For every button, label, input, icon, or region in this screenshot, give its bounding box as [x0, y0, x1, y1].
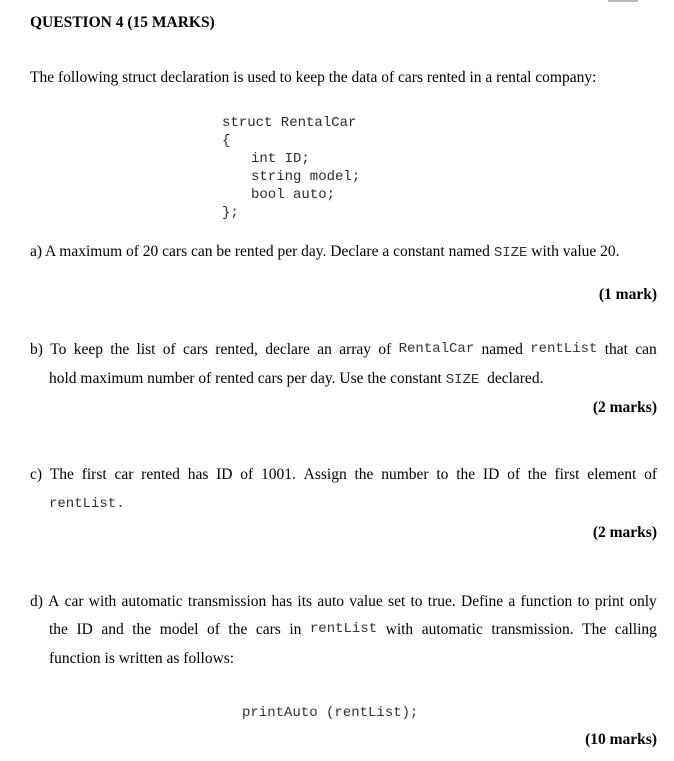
word: only [629, 593, 657, 610]
word: has [271, 593, 293, 610]
word: with [88, 593, 117, 610]
word: ID [216, 466, 233, 483]
intro-text: The following struct declaration is used to keep the data of cars rented in a rental company: [30, 69, 597, 86]
part-a-marks: (1 mark) [598, 286, 657, 303]
part-b-code-size: SIZE [445, 372, 480, 388]
page-edge-mark [608, 0, 638, 2]
code-line: bool auto; [251, 187, 336, 203]
word: ID [76, 621, 93, 638]
word: rented, [215, 341, 258, 358]
part-a-text-before: a) A maximum of 20 cars can be rented per day. Declare a constant named [30, 243, 494, 260]
word: transmission. [491, 621, 574, 638]
word: transmission [187, 593, 267, 610]
code-line: int ID; [251, 151, 310, 167]
word: the [132, 621, 152, 638]
word: first [554, 466, 580, 483]
word: true. [427, 593, 456, 610]
word: To [50, 341, 67, 358]
word: the [354, 466, 374, 483]
word: with [385, 621, 414, 638]
word: of [240, 466, 254, 483]
word: of [206, 621, 220, 638]
word: value [349, 593, 383, 610]
word: first [81, 466, 107, 483]
word: the [228, 621, 248, 638]
word: car [114, 466, 134, 483]
word: declare [265, 341, 310, 358]
word: keep [73, 341, 103, 358]
code-rentlist: rentList [309, 621, 378, 637]
word: Assign [303, 466, 347, 483]
question-title: QUESTION 4 (15 MARKS) [30, 14, 215, 31]
word: automatic [421, 621, 483, 638]
word: the [49, 621, 68, 638]
word: its [297, 593, 313, 610]
word: print [594, 593, 625, 610]
word: auto [317, 593, 344, 610]
word: function [520, 593, 573, 610]
part-b-line1 [30, 341, 657, 359]
word: a [508, 593, 516, 610]
part-c-code-rentlist: rentList. [49, 496, 125, 512]
part-d-line1 [30, 593, 657, 611]
word: The [49, 466, 74, 483]
part-b-line2-before: hold maximum number of rented cars per day. Use the constant [49, 370, 446, 387]
part-c-line1 [30, 466, 657, 484]
word: to [577, 593, 590, 610]
code-line: struct RentalCar [222, 115, 357, 131]
word: and [101, 621, 124, 638]
word: that [604, 341, 628, 358]
word: A [48, 593, 60, 610]
word: to [410, 593, 423, 610]
word: c) [30, 466, 43, 483]
part-d-marks: (10 marks) [585, 731, 657, 748]
word: in [289, 621, 302, 638]
word: array [339, 341, 372, 358]
word: cars [255, 621, 281, 638]
word: Define [461, 593, 504, 610]
part-c-marks: (2 marks) [592, 524, 657, 541]
word: has [187, 466, 209, 483]
word: model [159, 621, 199, 638]
word: the [456, 466, 476, 483]
part-d-call-code: printAuto (rentList); [242, 705, 419, 721]
code-line: }; [222, 205, 239, 221]
part-b-line2-after: declared. [479, 370, 544, 387]
code-rentlist: rentList [530, 341, 598, 357]
word: number [381, 466, 429, 483]
word: an [317, 341, 332, 358]
part-b-line2 [49, 370, 543, 388]
word: The [582, 621, 607, 638]
word: of [644, 466, 657, 483]
code-line: { [222, 133, 231, 149]
word: to [436, 466, 449, 483]
word: set [388, 593, 406, 610]
word: the [527, 466, 547, 483]
word: of [507, 466, 520, 483]
part-b-marks: (2 marks) [592, 399, 657, 416]
word: of [378, 341, 392, 358]
part-d-line3: function is written as follows: [49, 650, 235, 667]
part-a-code-size: SIZE [493, 245, 528, 261]
word: element [587, 466, 637, 483]
word: the [110, 341, 130, 358]
word: car [64, 593, 84, 610]
part-a-text-after: with value 20. [527, 243, 620, 260]
code-line: string model; [251, 169, 361, 185]
word: of [162, 341, 176, 358]
word: b) [30, 341, 43, 358]
word: calling [614, 621, 657, 638]
word: d) [30, 593, 43, 610]
part-a-text [30, 243, 620, 261]
word: 1001. [260, 466, 296, 483]
part-d-line2 [49, 621, 657, 639]
word: can [635, 341, 657, 358]
word: automatic [121, 593, 183, 610]
word: ID [482, 466, 500, 483]
code-rentalcar: RentalCar [398, 341, 475, 357]
word: cars [183, 341, 208, 358]
word: named [481, 341, 523, 358]
word: list [136, 341, 156, 358]
word: rented [141, 466, 180, 483]
